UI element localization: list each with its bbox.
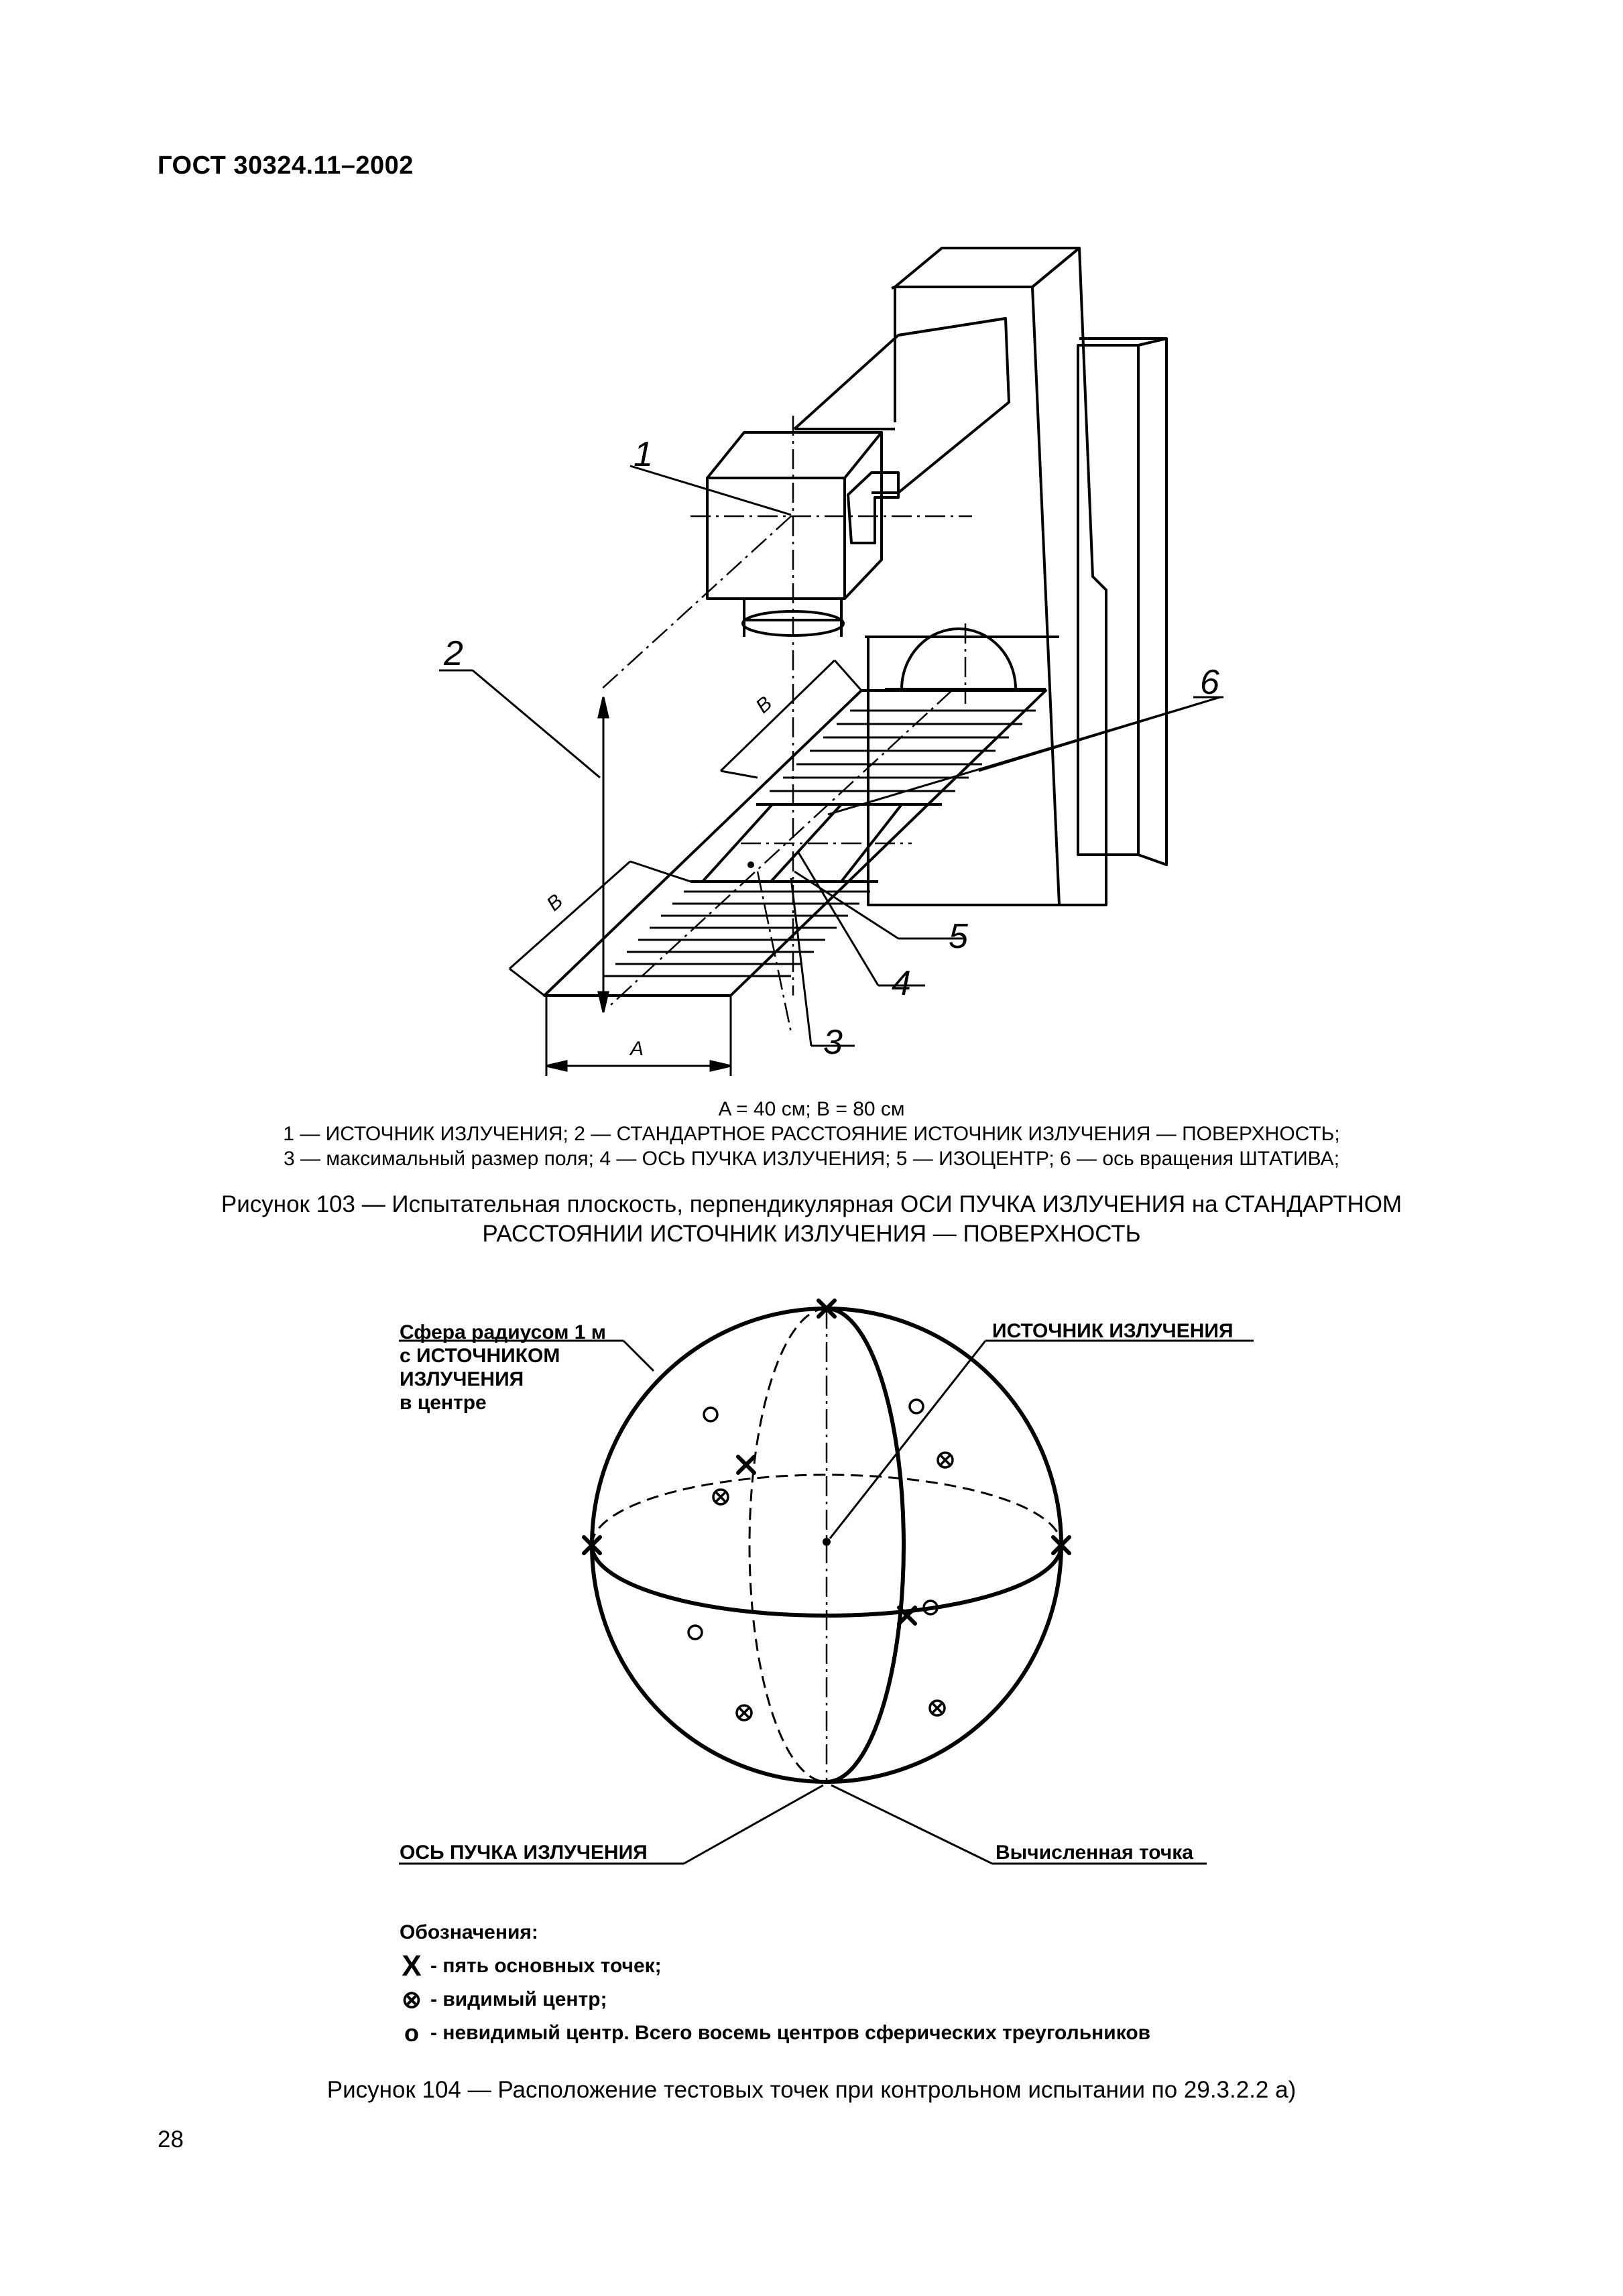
open-circle-icon: o: [404, 2019, 419, 2047]
callout-3: 3: [823, 1023, 843, 1062]
sphere-label: [400, 1321, 606, 1414]
document-header: ГОСТ 30324.11–2002: [158, 152, 414, 180]
callout-4: 4: [892, 964, 911, 1003]
legend-line-2: 3 — максимальный размер поля; 4 — ОСЬ ПУЧКА ИЗЛУЧЕНИЯ; 5 — ИЗОЦЕНТР; 6 — ось вращения ШТАТИВА;: [283, 1148, 1340, 1170]
notation-title: Обозначения:: [400, 1921, 538, 1943]
sphere-label-line-4: в центре: [400, 1392, 487, 1414]
dim-a-label: A: [630, 1038, 644, 1060]
notation-item-visible-centre: ⊗ - видимый центр;: [400, 1983, 1150, 2016]
caption-103-line-1: Рисунок 103 — Испытательная плоскость, перпендикулярная ОСИ ПУЧКА ИЗЛУЧЕНИЯ на СТАНДАРТНОМ: [221, 1191, 1402, 1217]
x-mark-icon: X: [402, 1949, 422, 1982]
source-label: ИСТОЧНИК ИЗЛУЧЕНИЯ: [992, 1320, 1234, 1342]
dim-b-label-upper: B: [752, 692, 777, 718]
circled-x-icon: ⊗: [401, 1986, 422, 2013]
caption-103-line-2: РАССТОЯНИИ ИСТОЧНИК ИЗЛУЧЕНИЯ — ПОВЕРХНОСТЬ: [482, 1221, 1141, 1247]
callout-6: 6: [1200, 663, 1219, 702]
figure-104-sphere: [0, 1274, 1623, 1911]
legend-line-1: 1 — ИСТОЧНИК ИЗЛУЧЕНИЯ; 2 — СТАНДАРТНОЕ РАССТОЯНИЕ ИСТОЧНИК ИЗЛУЧЕНИЯ — ПОВЕРХНОСТЬ;: [283, 1123, 1340, 1145]
page-number: 28: [158, 2126, 184, 2153]
dims-note: A = 40 см; B = 80 см: [718, 1098, 905, 1120]
notation-legend: [400, 1916, 1150, 2050]
figure-103-caption: [0, 1190, 1623, 1249]
notation-item-main-points: X - пять основных точек;: [400, 1949, 1150, 1983]
sphere-label-line-1: Сфера радиусом 1 м: [400, 1321, 606, 1343]
sphere-label-line-3: ИЗЛУЧЕНИЯ: [400, 1368, 524, 1390]
calculated-point-label: Вычисленная точка: [996, 1841, 1193, 1864]
callout-5: 5: [949, 917, 968, 956]
figure-103-legend: [0, 1097, 1623, 1171]
figure-104-caption: Рисунок 104 — Расположение тестовых точек при контрольном испытании по 29.3.2.2 а): [326, 2077, 1297, 2103]
callout-2: 2: [444, 634, 463, 673]
dim-b-label-lower: B: [542, 890, 568, 916]
notation-item-invisible-centre: o - невидимый центр. Всего восемь центров сферических треугольников: [400, 2016, 1150, 2050]
figure-103-drawing: [0, 0, 1623, 1099]
beam-axis-label: ОСЬ ПУЧКА ИЗЛУЧЕНИЯ: [400, 1841, 648, 1864]
callout-1: 1: [634, 435, 653, 474]
sphere-label-line-2: с ИСТОЧНИКОМ: [400, 1345, 560, 1367]
